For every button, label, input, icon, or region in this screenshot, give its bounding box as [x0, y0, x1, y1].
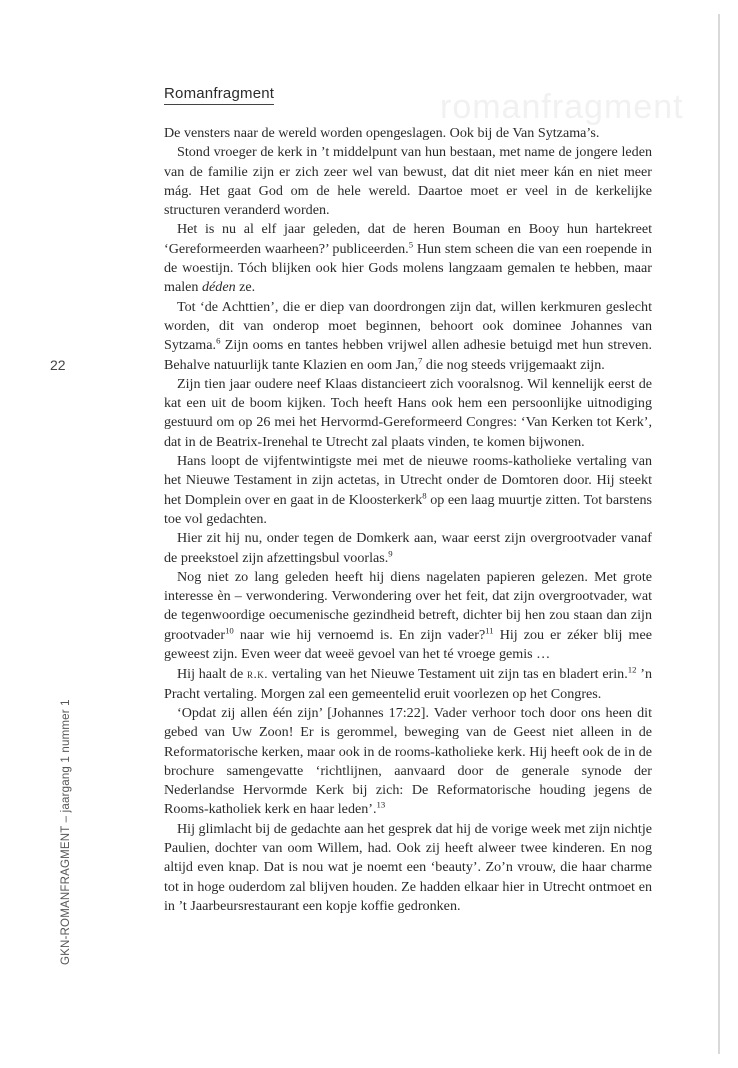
body-paragraph [164, 529, 652, 568]
text-run: Hans loopt de vijfentwintigste mei met de nieuwe rooms-katholieke vertaling van het Nieuwe Testament in zijn actetas, in Utrecht onder de Domtoren door. Hij steekt het Domplein over en gaat in de Kloosterkerk [164, 453, 652, 508]
footnote-marker: 12 [627, 664, 637, 675]
body-paragraph [164, 220, 652, 297]
emphasis-text: déden [201, 279, 236, 296]
body-paragraph [164, 124, 652, 143]
text-run: vertaling van het Nieuwe Testament uit zijn tas en bladert erin. [267, 666, 628, 683]
text-run: Hij zou er zéker blij mee geweest zijn. Even weer dat weeë gevoel van het té vroege gemis … [164, 626, 652, 663]
text-run: op een laag muurtje zitten. Tot barstens toe vol gedachten. [164, 491, 652, 527]
text-run: Hun stem scheen die van een roepende in de woestijn. Tóch blijken ook hier Gods molens langzaam gemalen te hebben, maar malen [164, 240, 652, 296]
footnote-marker: 8 [422, 489, 427, 500]
bleed-through-title: romanfragment [440, 88, 684, 126]
text-run: Hier zit hij nu, onder tegen de Domkerk aan, waar eerst zijn overgrootvader vanaf de preekstoel zijn afzettingsbul voorlas. [164, 530, 652, 566]
body-paragraph [164, 704, 652, 820]
text-run: die nog steeds vrijgemaakt zijn. [422, 356, 605, 373]
text-run: Tot ‘de Achttien’, die er diep van doordrongen zijn dat, willen kerkmuren geslecht worden, dit van onderop moet beginnen, behoort ook dominee Johannes van Sytzama. [164, 298, 652, 354]
small-caps-text: r.k. [246, 666, 268, 682]
footnote-marker: 7 [418, 354, 423, 365]
page-edge-divider [718, 14, 720, 1054]
footnote-marker: 10 [225, 625, 234, 636]
text-run: Hij glimlacht bij de gedachte aan het gesprek dat hij de vorige week met zijn nichtje Paulien, dochter van oom Willem, had. Ook zij heeft alweer twee kinderen. En nog altijd even knap. Dat is nou wat je noemt een ‘beauty’. Zo’n vrouw, die haar charme tot in hoge ouderdom zal blijven houden. Ze hadden elkaar hier in Utrecht ontmoet en in ’t Jaarbeursrestaurant een kopje koffie gedronken. [164, 820, 652, 914]
footnote-marker: 5 [408, 239, 414, 250]
footnote-marker: 6 [216, 335, 221, 346]
text-run: naar wie hij vernoemd is. En zijn vader? [233, 626, 486, 643]
body-paragraph [164, 820, 652, 916]
text-run: ze. [235, 279, 256, 296]
footnote-marker: 9 [388, 547, 393, 558]
text-run: Stond vroeger de kerk in ’t middelpunt van hun bestaan, met name de jongere leden van de familie zijn er zich zeer wel van bewust, dat dit niet meer kán en niet meer mág. Het gaat God om de hele wereld. Daartoe moet er veel in de kerkelijke structuren veranderd worden. [164, 144, 652, 219]
text-run: Zijn tien jaar oudere neef Klaas distancieert zich vooralsnog. Wil kennelijk eerst de kat een uit de boom kijken. Toch heeft Hans ook hem een persoonlijke uitnodiging gestuurd om op 26 mei het Hervormd-Gereformeerd Congres: ‘Van Kerken tot Kerk’, dat in de Beatrix-Irenehal te Utrecht zal plaats vinden, te komen bijwonen. [164, 375, 652, 450]
footnote-marker: 11 [485, 625, 494, 636]
text-run: ‘Opdat zij allen één zijn’ [Johannes 17:22]. Vader verhoor toch door ons heen dit gebed van Uw Zoon! Er is gerommel, beweging van de Geest niet alleen in de Reformatorische kerken, maar ook in de rooms-katholieke kerk. Hij heeft ook de in de brochure samengevatte ‘richtlijnen, aanvaard door de generale synode der Nederlandse Hervormde Kerk bij zich: De Reformatorische houding jegens de Rooms-katholiek kerk en haar leden’. [164, 704, 652, 818]
body-paragraph [164, 375, 652, 452]
body-paragraph [164, 452, 652, 529]
body-text [164, 124, 652, 916]
running-title: GKN-ROMANFRAGMENT – jaargang 1 nummer 1 [60, 699, 72, 965]
body-paragraph [164, 143, 652, 220]
text-run: ’n Pracht vertaling. Morgen zal een gemeentelid eruit voorlezen op het Congres. [164, 666, 652, 702]
footnote-marker: 13 [376, 799, 386, 810]
text-run: Het is nu al elf jaar geleden, dat de heren Bouman en Booy hun hartekreet ‘Gereformeerden waarheen?’ publiceerden. [164, 221, 652, 257]
body-paragraph [164, 568, 652, 664]
text-run: Hij haalt de [177, 666, 247, 683]
page-number: 22 [50, 357, 66, 373]
text-run: Nog niet zo lang geleden heeft hij diens nagelaten papieren gelezen. Met grote interesse èn – verwondering. Verwondering over het feit, dat zijn overgrootvader, wat de tegenwoordige oecumenische gezindheid betreft, dichter bij hen zou staan dan zijn grootvader [164, 568, 652, 643]
text-run: Zijn ooms en tantes hebben vrijwel allen adhesie betuigd met hun streven. Behalve natuurlijk tante Klazien en oom Jan, [164, 337, 652, 373]
body-paragraph [164, 664, 652, 704]
text-run: De vensters naar de wereld worden opengeslagen. Ook bij de Van Sytzama’s. [164, 125, 600, 141]
section-heading: Romanfragment [164, 85, 274, 105]
body-paragraph [164, 298, 652, 375]
